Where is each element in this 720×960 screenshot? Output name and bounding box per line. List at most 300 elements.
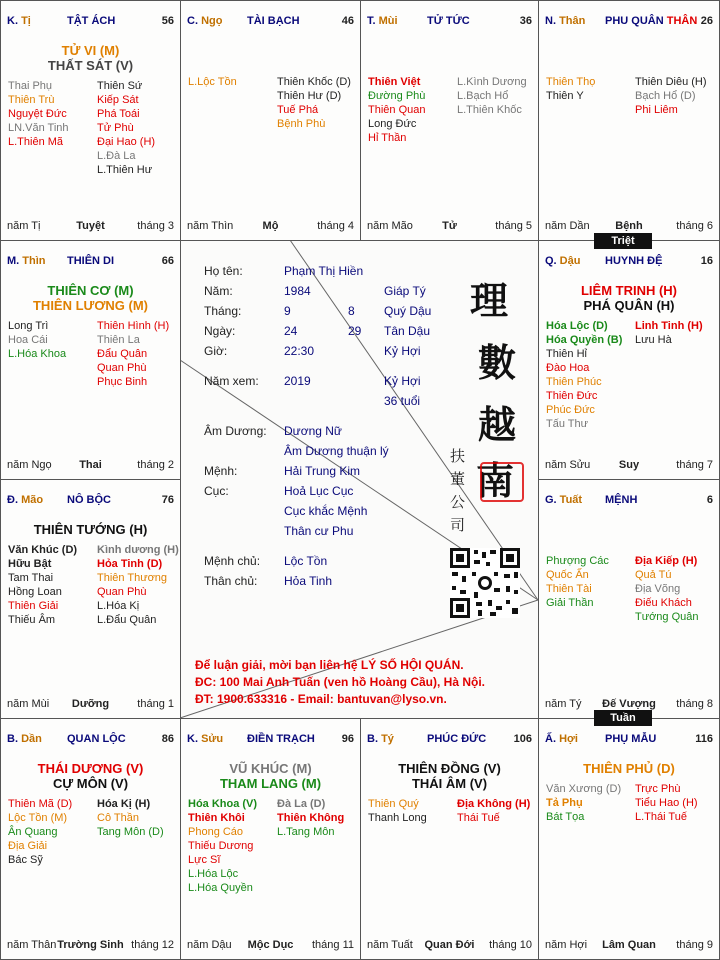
palace-branch: Dần [21,733,42,745]
minor-star[interactable]: Long Trì [8,320,49,332]
palace-name: PHÚC ĐỨC [427,733,487,745]
minor-star[interactable]: Thiên Đức [546,390,598,402]
value-thang: 9 [284,304,291,318]
minor-star[interactable]: Tuế Phá [277,104,319,116]
palace-than[interactable] [538,0,720,241]
minor-star[interactable]: Thiên Khốc (D) [277,76,351,88]
minor-star[interactable]: Kình dương (H) [97,544,179,556]
palace-can-chi: B. Tý [367,733,394,745]
minor-star[interactable]: Địa Giải [8,840,48,852]
minor-star[interactable]: Thiên Thương [97,572,168,584]
calligraphy-char-2: 數 [478,340,517,385]
palace-number: 96 [341,733,354,745]
footer-year: năm Mão [367,220,413,232]
stars-left [8,79,69,149]
minor-star[interactable]: Phúc Đức [546,404,595,416]
minor-star[interactable]: L.Tang Môn [277,826,335,838]
palace-number: 56 [161,15,174,27]
palace-name: THIÊN DI [67,255,115,267]
footer-month: tháng 10 [489,939,532,951]
value-gio: 22:30 [284,344,315,358]
footer-stage: Dưỡng [71,698,110,710]
minor-star[interactable]: Thiên Giải [8,600,59,612]
palace-footer [367,939,532,953]
palace-name: TẬT ÁCH [67,15,116,27]
value-ngay-am: 29 [348,324,362,338]
minor-star[interactable]: Hữu Bật [8,558,52,570]
minor-star[interactable]: L.Đà La [97,150,136,162]
minor-star[interactable]: Lưu Hà [635,334,672,346]
value-hoten: Phạm Thị Hiền [284,264,364,278]
palace-footer [7,939,174,953]
footer-stage: Bệnh [615,220,643,232]
palace-branch: Mùi [378,15,398,27]
minor-star[interactable]: Thiên Quan [368,104,426,116]
palace-number: 66 [161,255,174,267]
palace-header [545,15,713,29]
minor-star[interactable]: Thiếu Âm [8,614,56,626]
minor-star[interactable]: Thiên Thọ [546,76,596,88]
value-nam-can: Giáp Tý [384,284,426,298]
minor-star[interactable]: Địa Võng [635,583,681,595]
label-nam: Năm: [204,284,233,298]
contact-phone-email[interactable]: ĐT: 1900.633316 - Email: bantuvan@lyso.vn. [195,692,447,706]
minor-star[interactable]: Đào Hoa [546,362,590,374]
minor-star[interactable]: Ân Quang [8,826,58,838]
calligraphy-small-4: 司 [450,516,466,534]
main-star[interactable]: LIÊM TRINH (H) [580,283,678,298]
footer-year: năm Tuất [367,939,413,951]
minor-star[interactable]: L.Đẩu Quân [97,614,157,626]
palace-number: 16 [700,255,713,267]
minor-star[interactable]: Trực Phù [635,783,681,795]
main-star[interactable]: THẤT SÁT (V) [47,58,134,73]
palace-header [367,733,532,747]
minor-star[interactable]: Quan Phù [97,362,147,374]
minor-star[interactable]: Hóa Quyền (B) [546,334,623,346]
label-namxem: Năm xem: [204,374,259,388]
palace-dan[interactable] [0,718,181,960]
stars-left [368,75,425,145]
value-menhchu: Lộc Tồn [284,554,328,568]
minor-star[interactable]: Tiểu Hao (H) [635,797,698,809]
stars-left [546,782,621,824]
main-star[interactable]: THIÊN CƠ (M) [47,283,134,298]
minor-star[interactable]: Giải Thần [546,597,594,609]
palace-branch: Thân [559,15,586,27]
palace-footer [187,939,354,953]
palace-can-chi: N. Thân [545,15,586,27]
stars-right [457,797,530,825]
minor-star[interactable]: L.Thái Tuế [635,811,687,823]
footer-stage: Thai [79,459,102,471]
main-star[interactable]: CỰ MÔN (V) [52,776,129,791]
minor-star[interactable]: Thiên Hư (D) [277,90,342,102]
minor-star[interactable]: L.Thiên Mã [8,136,64,148]
main-stars [1,522,180,537]
stars-left [188,797,257,895]
palace-can-chi: T. Mùi [367,15,398,27]
minor-star[interactable]: Lực Sĩ [188,854,221,866]
minor-star[interactable]: L.Lộc Tồn [188,76,237,88]
stars-right [97,797,164,839]
palace-ti[interactable] [0,0,181,241]
minor-star[interactable]: Hóa Kị (H) [97,798,151,810]
stars-left [8,797,72,867]
minor-star[interactable]: Tướng Quân [635,611,699,623]
minor-star[interactable]: Thai Phụ [8,80,53,92]
footer-year: năm Dậu [187,939,232,951]
palace-mui[interactable] [360,0,539,241]
minor-star[interactable]: Địa Không (H) [457,798,531,810]
palace-can-chi: K. Tị [7,15,31,27]
palace-header [187,733,354,747]
minor-star[interactable]: Tử Phù [97,122,134,134]
value-thang-can: Quý Dậu [384,304,432,318]
calligraphy-small-2: 董 [450,470,466,488]
footer-year: năm Thân [7,939,57,951]
palace-branch: Sửu [201,733,224,745]
minor-star[interactable]: Tả Phụ [546,797,583,809]
minor-star[interactable]: Phi Liêm [635,104,678,116]
footer-year: năm Thìn [187,220,234,232]
minor-star[interactable]: Thiên Khôi [188,812,245,824]
minor-star[interactable]: Thiên Trù [8,94,55,106]
minor-star[interactable]: Thiên Hỉ [546,348,587,360]
palace-branch: Dậu [559,255,581,267]
palace-can-chi: G. Tuất [545,494,583,506]
value-amduong: Dương Nữ [284,424,342,438]
footer-month: tháng 9 [676,939,713,951]
footer-month: tháng 7 [676,459,713,471]
stars-left [368,797,427,825]
palace-footer [7,220,174,234]
main-stars [181,761,360,791]
minor-star[interactable]: Địa Kiếp (H) [635,555,698,567]
palace-can-chi: Đ. Mão [7,494,44,506]
minor-star[interactable]: Bệnh Phù [277,118,326,130]
palace-number: 86 [161,733,174,745]
palace-can-chi: M. Thìn [7,255,46,267]
calligraphy-char-4: 南 [476,458,515,503]
label-menhchu: Mệnh chủ: [204,554,261,568]
stars-right [97,543,179,627]
main-star[interactable]: THÁI DƯƠNG (V) [37,761,144,776]
minor-star[interactable]: Phá Toái [97,108,140,120]
main-star[interactable]: PHÁ QUÂN (H) [583,298,675,313]
palace-header [7,255,174,269]
minor-star[interactable]: Hỏa Tinh (D) [97,558,163,570]
minor-star[interactable]: Quốc Ấn [546,569,589,581]
palace-branch: Mão [21,494,44,506]
minor-star[interactable]: Phong Cáo [188,826,244,838]
main-stars [361,761,538,791]
minor-star[interactable]: Đường Phù [368,90,426,102]
palace-header [367,15,532,29]
minor-star[interactable]: Thiên Sứ [97,80,143,92]
minor-star[interactable]: Lộc Tồn (M) [8,812,68,824]
minor-star[interactable]: Hoa Cái [8,334,48,346]
footer-month: tháng 5 [495,220,532,232]
minor-star[interactable]: Đà La (D) [277,798,326,810]
main-stars [539,283,719,313]
minor-star[interactable]: Quan Phù [97,586,147,598]
label-thang: Tháng: [204,304,242,318]
palace-name: ĐIỀN TRẠCH [247,733,315,745]
minor-star[interactable]: Hồng Loan [8,586,62,598]
main-star[interactable]: THÁI ÂM (V) [411,776,488,791]
minor-star[interactable]: Bạch Hổ (D) [635,90,696,102]
palace-branch: Tị [21,15,31,27]
footer-month: tháng 3 [137,220,174,232]
stars-right [457,75,527,117]
stars-left [546,554,609,610]
palace-footer [7,459,174,473]
palace-can-chi: C. Ngọ [187,15,223,27]
palace-number: 6 [706,494,713,506]
footer-year: năm Dần [545,220,590,232]
minor-star[interactable]: L.Thiên Hư [97,164,153,176]
footer-stage: Trường Sinh [57,939,124,951]
minor-star[interactable]: Thiên Tài [546,583,592,595]
minor-star[interactable]: Quả Tú [635,569,672,581]
minor-star[interactable]: Văn Xương (D) [546,783,622,795]
palace-header [7,15,174,29]
minor-star[interactable]: Thiên Việt [368,76,421,88]
minor-star[interactable]: Thái Tuế [457,812,500,824]
palace-footer [187,220,354,234]
palace-thin[interactable] [0,240,181,480]
stars-left [546,75,595,103]
palace-ty[interactable] [360,718,539,960]
main-star[interactable]: THIÊN TƯỚNG (H) [33,522,148,537]
minor-star[interactable]: Bát Tọa [546,811,585,823]
stars-right [277,797,344,839]
palace-footer [545,459,713,473]
stars-right [635,554,699,624]
value-gio-can: Kỷ Hợi [384,344,421,358]
stars-right [635,75,707,117]
palace-can-chi: Q. Dậu [545,255,581,267]
palace-footer [545,939,713,953]
palace-number: 76 [161,494,174,506]
palace-ngo[interactable] [180,0,361,241]
stars-left [8,319,66,361]
minor-star[interactable]: Phượng Các [546,555,609,567]
palace-branch: Thìn [22,255,46,267]
minor-star[interactable]: Văn Khúc (D) [8,544,78,556]
palace-suu[interactable] [180,718,361,960]
label-cuc: Cục: [204,484,229,498]
tuan-tag: Tuần [594,710,652,726]
main-stars [1,43,180,73]
minor-star[interactable]: Tấu Thư [546,418,589,430]
minor-star[interactable]: L.Hóa Kị [97,600,140,612]
stars-right [635,782,698,824]
minor-star[interactable]: Điếu Khách [635,597,692,609]
calligraphy-char-1: 理 [470,278,509,323]
palace-number: 116 [695,733,713,745]
stars-right [97,79,155,177]
minor-star[interactable]: Đẩu Quân [97,348,148,360]
minor-star[interactable]: Phục Binh [97,376,148,388]
palace-name: PHU QUÂN THÂN [605,15,698,27]
palace-footer [545,220,713,234]
footer-month: tháng 2 [137,459,174,471]
minor-star[interactable]: Thiếu Dương [188,840,254,852]
palace-name: QUAN LỘC [67,733,126,745]
value-nam: 1984 [284,284,311,298]
palace-branch: Ngọ [201,15,223,27]
minor-star[interactable]: Tam Thai [8,572,54,584]
footer-stage: Mộ [262,220,279,232]
footer-stage: Suy [618,459,640,471]
stars-left [546,319,622,431]
minor-star[interactable]: Long Đức [368,118,417,130]
palace-footer [7,698,174,712]
footer-month: tháng 1 [137,698,174,710]
label-gio: Giờ: [204,344,228,358]
minor-star[interactable]: Thanh Long [368,812,427,824]
palace-number: 26 [700,15,713,27]
footer-month: tháng 8 [676,698,713,710]
minor-star[interactable]: Hóa Lộc (D) [546,320,608,332]
main-star[interactable]: VŨ KHÚC (M) [229,761,312,776]
minor-star[interactable]: Thiên Không [277,812,345,824]
palace-header [7,733,174,747]
main-star[interactable]: TỬ VI (M) [61,43,120,58]
footer-month: tháng 6 [676,220,713,232]
minor-star[interactable]: Thiên La [97,334,140,346]
palace-name: NÔ BỘC [67,494,111,506]
palace-name: TỬ TỨC [427,15,470,27]
value-ngay: 24 [284,324,298,338]
palace-header [7,494,174,508]
palace-branch: Hợi [559,733,578,745]
minor-star[interactable]: Thiên Hình (H) [97,320,170,332]
calligraphy-small-1: 扶 [450,447,466,465]
palace-name: PHỤ MẪU [605,733,657,745]
value-cuc-2: Cục khắc Mệnh [284,504,368,518]
palace-header [545,494,713,508]
palace-hoi[interactable] [538,718,720,960]
minor-star[interactable]: Kiếp Sát [97,94,139,106]
minor-star[interactable]: Nguyệt Đức [8,108,67,120]
minor-star[interactable]: Thiên Diêu (H) [635,76,707,88]
main-star[interactable]: THIÊN LƯƠNG (M) [32,298,149,313]
palace-header [545,255,713,269]
main-star[interactable]: THAM LANG (M) [219,776,322,791]
label-hoten: Họ tên: [204,264,243,278]
than-marker: THÂN [663,15,698,27]
value-tuoi: 36 tuổi [384,394,421,408]
palace-branch: Tuất [559,494,583,506]
footer-year: năm Ngọ [7,459,52,471]
qr-code[interactable] [450,548,520,618]
footer-year: năm Tý [545,698,582,710]
main-star[interactable]: THIÊN PHỦ (D) [583,761,675,776]
palace-name: HUYNH ĐỆ [605,255,663,267]
footer-year: năm Sửu [545,459,591,471]
footer-stage: Quan Đới [424,939,475,951]
contact-address: ĐC: 100 Mai Anh Tuấn (ven hồ Hoàng Cầu), Hà Nội. [195,675,486,689]
minor-star[interactable]: Thiên Quý [368,798,419,810]
minor-star[interactable]: L.Kình Dương [457,76,527,88]
minor-star[interactable]: Linh Tinh (H) [635,320,703,332]
palace-dau[interactable] [538,240,720,480]
stars-right [277,75,351,131]
palace-can-chi: K. Sửu [187,733,224,745]
value-namxem: 2019 [284,374,311,388]
palace-mao[interactable] [0,479,181,719]
minor-star[interactable]: L.Hóa Lộc [188,868,239,880]
minor-star[interactable]: L.Hóa Khoa [8,348,67,360]
seal-stamp [480,462,524,502]
palace-number: 36 [519,15,532,27]
minor-star[interactable]: L.Bạch Hổ [457,90,509,102]
minor-star[interactable]: Thiên Y [546,90,584,102]
value-thang-am: 8 [348,304,355,318]
minor-star[interactable]: Tang Môn (D) [97,826,164,838]
value-cuc: Hoả Lục Cục [284,484,354,498]
label-amduong: Âm Dương: [204,424,267,438]
footer-year: năm Tị [7,220,41,232]
footer-stage: Lâm Quan [602,939,656,951]
minor-star[interactable]: Hỉ Thần [368,132,407,144]
footer-month: tháng 4 [317,220,354,232]
footer-month: tháng 12 [131,939,174,951]
minor-star[interactable]: Thiên Mã (D) [8,798,73,810]
palace-name: TÀI BẠCH [247,15,300,27]
minor-star[interactable]: L.Thiên Khốc [457,104,522,116]
palace-branch: Tý [381,733,394,745]
palace-can-chi: B. Dần [7,733,42,745]
footer-stage: Tuyệt [76,220,105,232]
footer-year: năm Hợi [545,939,588,951]
palace-number: 46 [341,15,354,27]
value-ngay-can: Tân Dậu [384,324,431,338]
footer-year: năm Mùi [7,698,50,710]
label-thanchu: Thân chủ: [204,574,258,588]
label-menh: Mệnh: [204,464,238,478]
value-thanchu: Hỏa Tinh [284,574,333,588]
minor-star[interactable]: Cô Thần [97,812,139,824]
value-amduong-2: Âm Dương thuận lý [284,444,389,458]
value-cuc-3: Thân cư Phu [284,524,354,538]
footer-stage: Tử [442,220,457,232]
palace-name: MỆNH [605,494,638,506]
palace-tuat[interactable] [538,479,720,719]
stars-left [188,75,237,89]
minor-star[interactable]: Hóa Khoa (V) [188,798,258,810]
minor-star[interactable]: Thiên Phúc [546,376,602,388]
minor-star[interactable]: Đại Hao (H) [97,136,156,148]
footer-month: tháng 11 [311,939,354,951]
footer-stage: Mộc Dục [247,939,294,951]
minor-star[interactable]: L.Hóa Quyền [188,882,253,894]
palace-header [545,733,713,747]
main-star[interactable]: THIÊN ĐỒNG (V) [398,761,501,776]
minor-star[interactable]: LN.Văn Tinh [8,122,69,134]
stars-right [635,319,703,347]
palace-footer [367,220,532,234]
main-stars [1,761,180,791]
stars-left [8,543,77,627]
palace-can-chi: Ấ. Hợi [545,733,578,745]
label-ngay: Ngày: [204,324,236,338]
contact-line-1: Để luận giải, mời bạn liên hệ LÝ SỐ HỘI QUÁN. [195,658,464,672]
minor-star[interactable]: Bác Sỹ [8,854,43,866]
